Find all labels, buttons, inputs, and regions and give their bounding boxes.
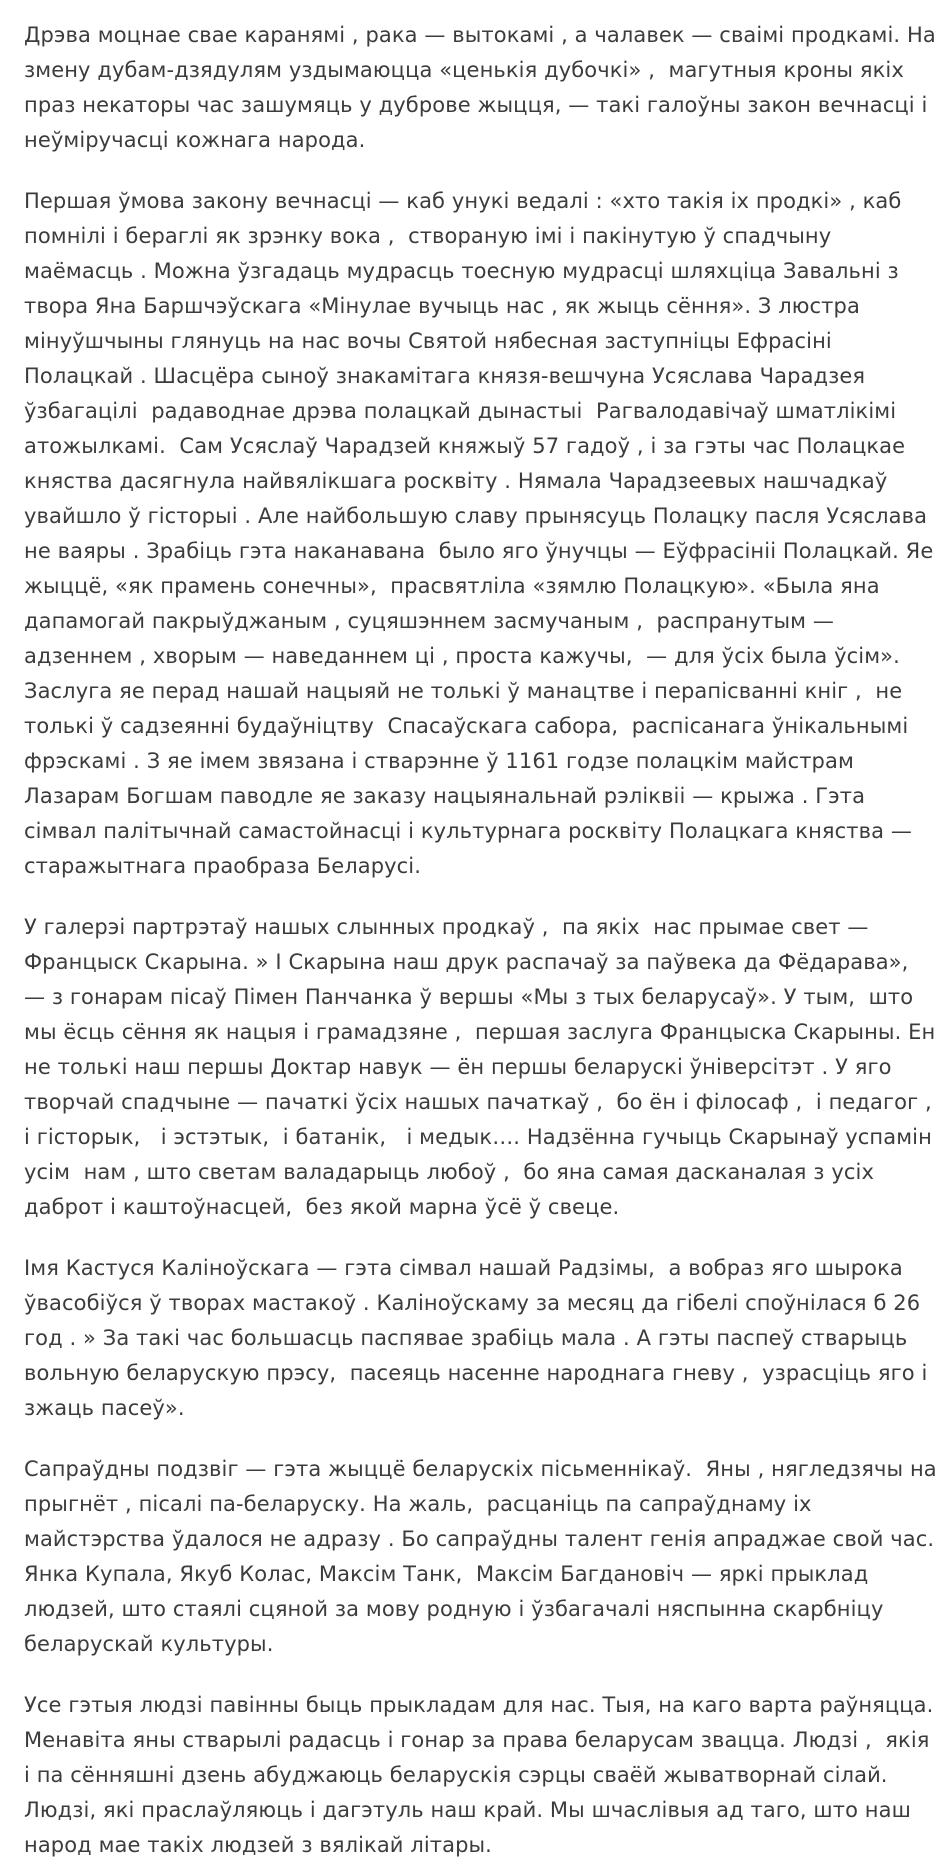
paragraph-efrasinnia: Першая ўмова закону вечнасці — каб унукі ведалі : «хто такія іх продкі» , каб помнілі і бераглі як зрэнку вока , створаную імі і пакінутую ў спадчыну маёмасць . Можна ўзгадаць мудрасць тоесную мудрасці шляхціца Завальні з твора Яна Баршчэўскага «Мінулае вучыць нас , як жыць сёння». З люстра мінуўшчыны глянуць на нас вочы Святой нябесная заступніцы Ефрасіні Полацкай . Шасцёра сыноў знакамітага князя-вешчуна Усяслава Чарадзея ўзбагацілі радаводнае дрэва полацкай дынастыі Рагвалодавічаў шматлікімі атожылкамі. Сам Усяслаў Чарадзей княжыў 57 гадоў , і за гэты час Полацкае княства дасягнула найвялікшага росквіту . Нямала Чарадзеевых нашчадкаў увайшло ў гісторыі . Але найбольшую славу прынясуць Полацку пасля Усяслава не ваяры . Зрабіць гэта наканавана было яго ўнучцы — Еўфрасініі Полацкай. Яе жыццё, «як прамень сонечны», прасвятліла «зямлю Полацкую». «Была яна дапамогай пакрыўджаным , суцяшэннем засмучаным , распранутым — адзеннем , хворым — наведаннем ці , проста кажучы, — для ўсіх была ўсім». Заслуга яе перад нашай нацыяй не толькі ў манацтве і перапісванні кніг , не толькі ў садзеянні будаўніцтву Спасаўскага сабора, распісанага ўнікальнымі фрэскамі . З яе імем звязана і стварэнне ў 1161 годзе полацкім майстрам Лазарам Богшам паводле яе заказу нацыянальнай рэліквіі — крыжа . Гэта сімвал палітычнай самастойнасці і культурнага росквіту Полацкага княства — старажытнага праобраза Беларусі. — [24, 189, 941, 878]
paragraph-kalinouski: Імя Кастуся Каліноўскага — гэта сімвал нашай Радзімы, а вобраз яго шырока ўвасобіўся ў творах мастакоў . Каліноўскаму за месяц да гібелі споўнілася б 26 год . » За такі час большасць паспявае зрабіць мала . А гэты паспеў стварыць вольную беларускую прэсу, пасеяць насенне народнага гневу , узрасціць яго і зжаць пасеў». — [24, 1256, 935, 1420]
paragraph-skaryna: У галерэі партрэтаў нашых слынных продкаў , па якіх нас прымае свет — Францыск Скарына. » І Скарына наш друк распачаў за паўвека да Фёдарава», — з гонарам пісаў Пімен Панчанка ў вершы «Мы з тых беларусаў». У тым, што мы ёсць сёння як нацыя і грамадзяне , першая заслуга Францыска Скарыны. Ен не толькі наш першы Доктар навук — ён першы беларускі ўніверсітэт . У яго творчай спадчыне — пачаткі ўсіх нашых пачаткаў , бо ён і філосаф , і педагог , і гісторык, і эстэтык, і батанік, і медык…. Надзённа гучыць Скарынаў успамін усім нам , што светам валадарыць любоў , бо яна самая дасканалая з усіх даброт і каштоўнасцей, без якой марна ўсё ў свеце. — [24, 915, 946, 1219]
paragraph-writers: Сапраўдны подзвіг — гэта жыццё беларускіх пісьменнікаў. Яны , нягледзячы на прыгнёт , пісалі па-беларуску. На жаль, расцаніць па сапраўднаму іх майстэрства ўдалося не адразу . Бо сапраўдны талент генія апраджае свой час. Янка Купала, Якуб Колас, Максім Танк, Максім Багдановіч — яркі прыклад людзей, што стаялі сцяной за мову родную і ўзбагачалі няспынна скарбніцу беларускай культуры. — [24, 1457, 944, 1656]
paragraph-intro: Дрэва моцнае свае каранямі , рака — вытокамі , а чалавек — сваімі продкамі. На змену дубам-дзядулям уздымаюцца «ценькія дубочкі» , магутныя кроны якіх праз некаторы час зашумяць у дуброве жыцця, — такі галоўны закон вечнасці і неўміручасці кожнага народа. — [24, 23, 943, 152]
paragraph-conclusion: Усе гэтыя людзі павінны быць прыкладам для нас. Тыя, на каго варта раўняцца. Менавіта яны стварылі радасць і гонар за права беларусам звацца. Людзі , якія і па сённяшні дзень абуджаюць беларускія сэрцы сваёй жыватворнай сілай. Людзі, які праслаўляюць і дагэтуль наш край. Мы шчаслівыя ад таго, што наш народ мае такіх людзей з вялікай літары. — [24, 1693, 941, 1857]
